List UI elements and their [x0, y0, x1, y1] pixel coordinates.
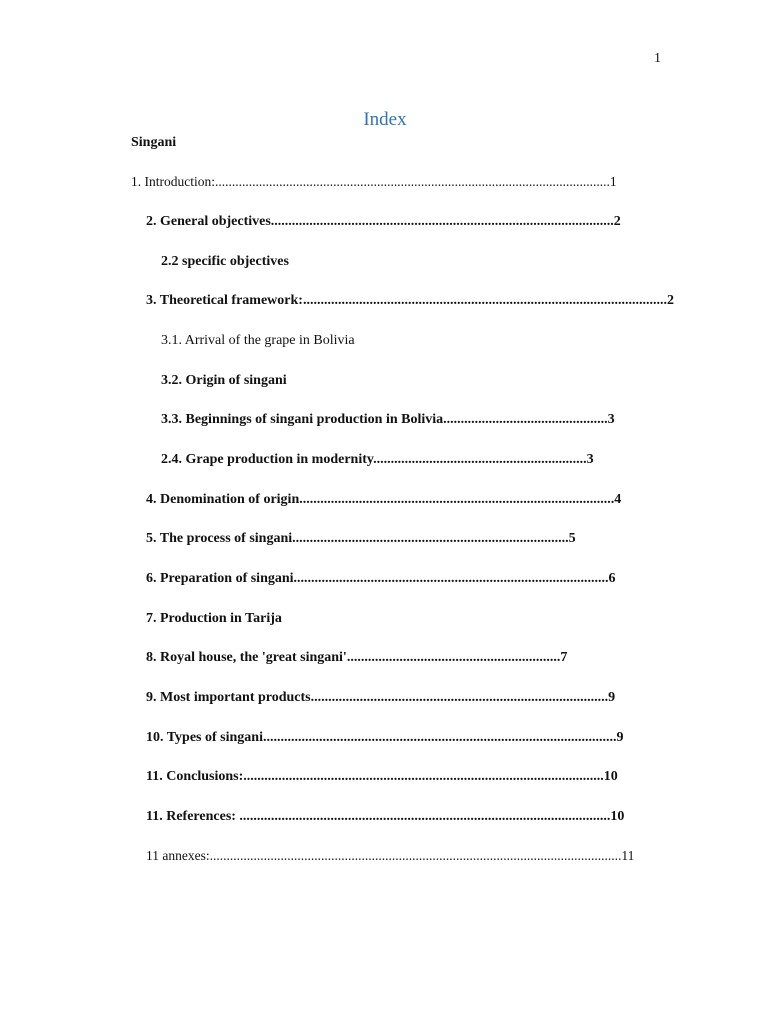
document-subtitle: Singani: [131, 135, 177, 150]
toc-entry-most-important-products: 9. Most important products.....................................................................................9: [146, 690, 616, 705]
page-title: Index: [363, 109, 407, 130]
toc-entry-arrival-of-grape: 3.1. Arrival of the grape in Bolivia: [161, 333, 355, 348]
toc-entry-introduction: 1. Introduction:.....................................................................................................................1: [131, 174, 617, 189]
toc-entry-general-objectives: 2. General objectives..................................................................................................2: [146, 214, 621, 229]
toc-entry-grape-production-modernity: 2.4. Grape production in modernity.............................................................3: [161, 452, 594, 467]
toc-entry-specific-objectives: 2.2 specific objectives: [161, 254, 289, 269]
page-number: 1: [654, 51, 661, 66]
toc-entry-annexes: 11 annexes:..........................................................................................................................11: [146, 848, 635, 863]
toc-entry-theoretical-framework: 3. Theoretical framework:........................................................................................................2: [146, 293, 674, 308]
toc-entry-origin-of-singani: 3.2. Origin of singani: [161, 373, 287, 388]
toc-entry-production-in-tarija: 7. Production in Tarija: [146, 611, 282, 626]
toc-entry-preparation-of-singani: 6. Preparation of singani..........................................................................................6: [146, 571, 616, 586]
toc-entry-types-of-singani: 10. Types of singani.....................................................................................................9: [146, 730, 624, 745]
toc-entry-conclusions: 11. Conclusions:.......................................................................................................10: [146, 769, 618, 784]
toc-entry-beginnings-of-production: 3.3. Beginnings of singani production in Bolivia...............................................3: [161, 412, 615, 427]
toc-entry-royal-house: 8. Royal house, the 'great singani'.............................................................7: [146, 650, 568, 665]
toc-entry-denomination-of-origin: 4. Denomination of origin..........................................................................................4: [146, 492, 622, 507]
toc-entry-references: 11. References: ..........................................................................................................10: [146, 809, 625, 824]
toc-entry-process-of-singani: 5. The process of singani...............................................................................5: [146, 531, 576, 546]
